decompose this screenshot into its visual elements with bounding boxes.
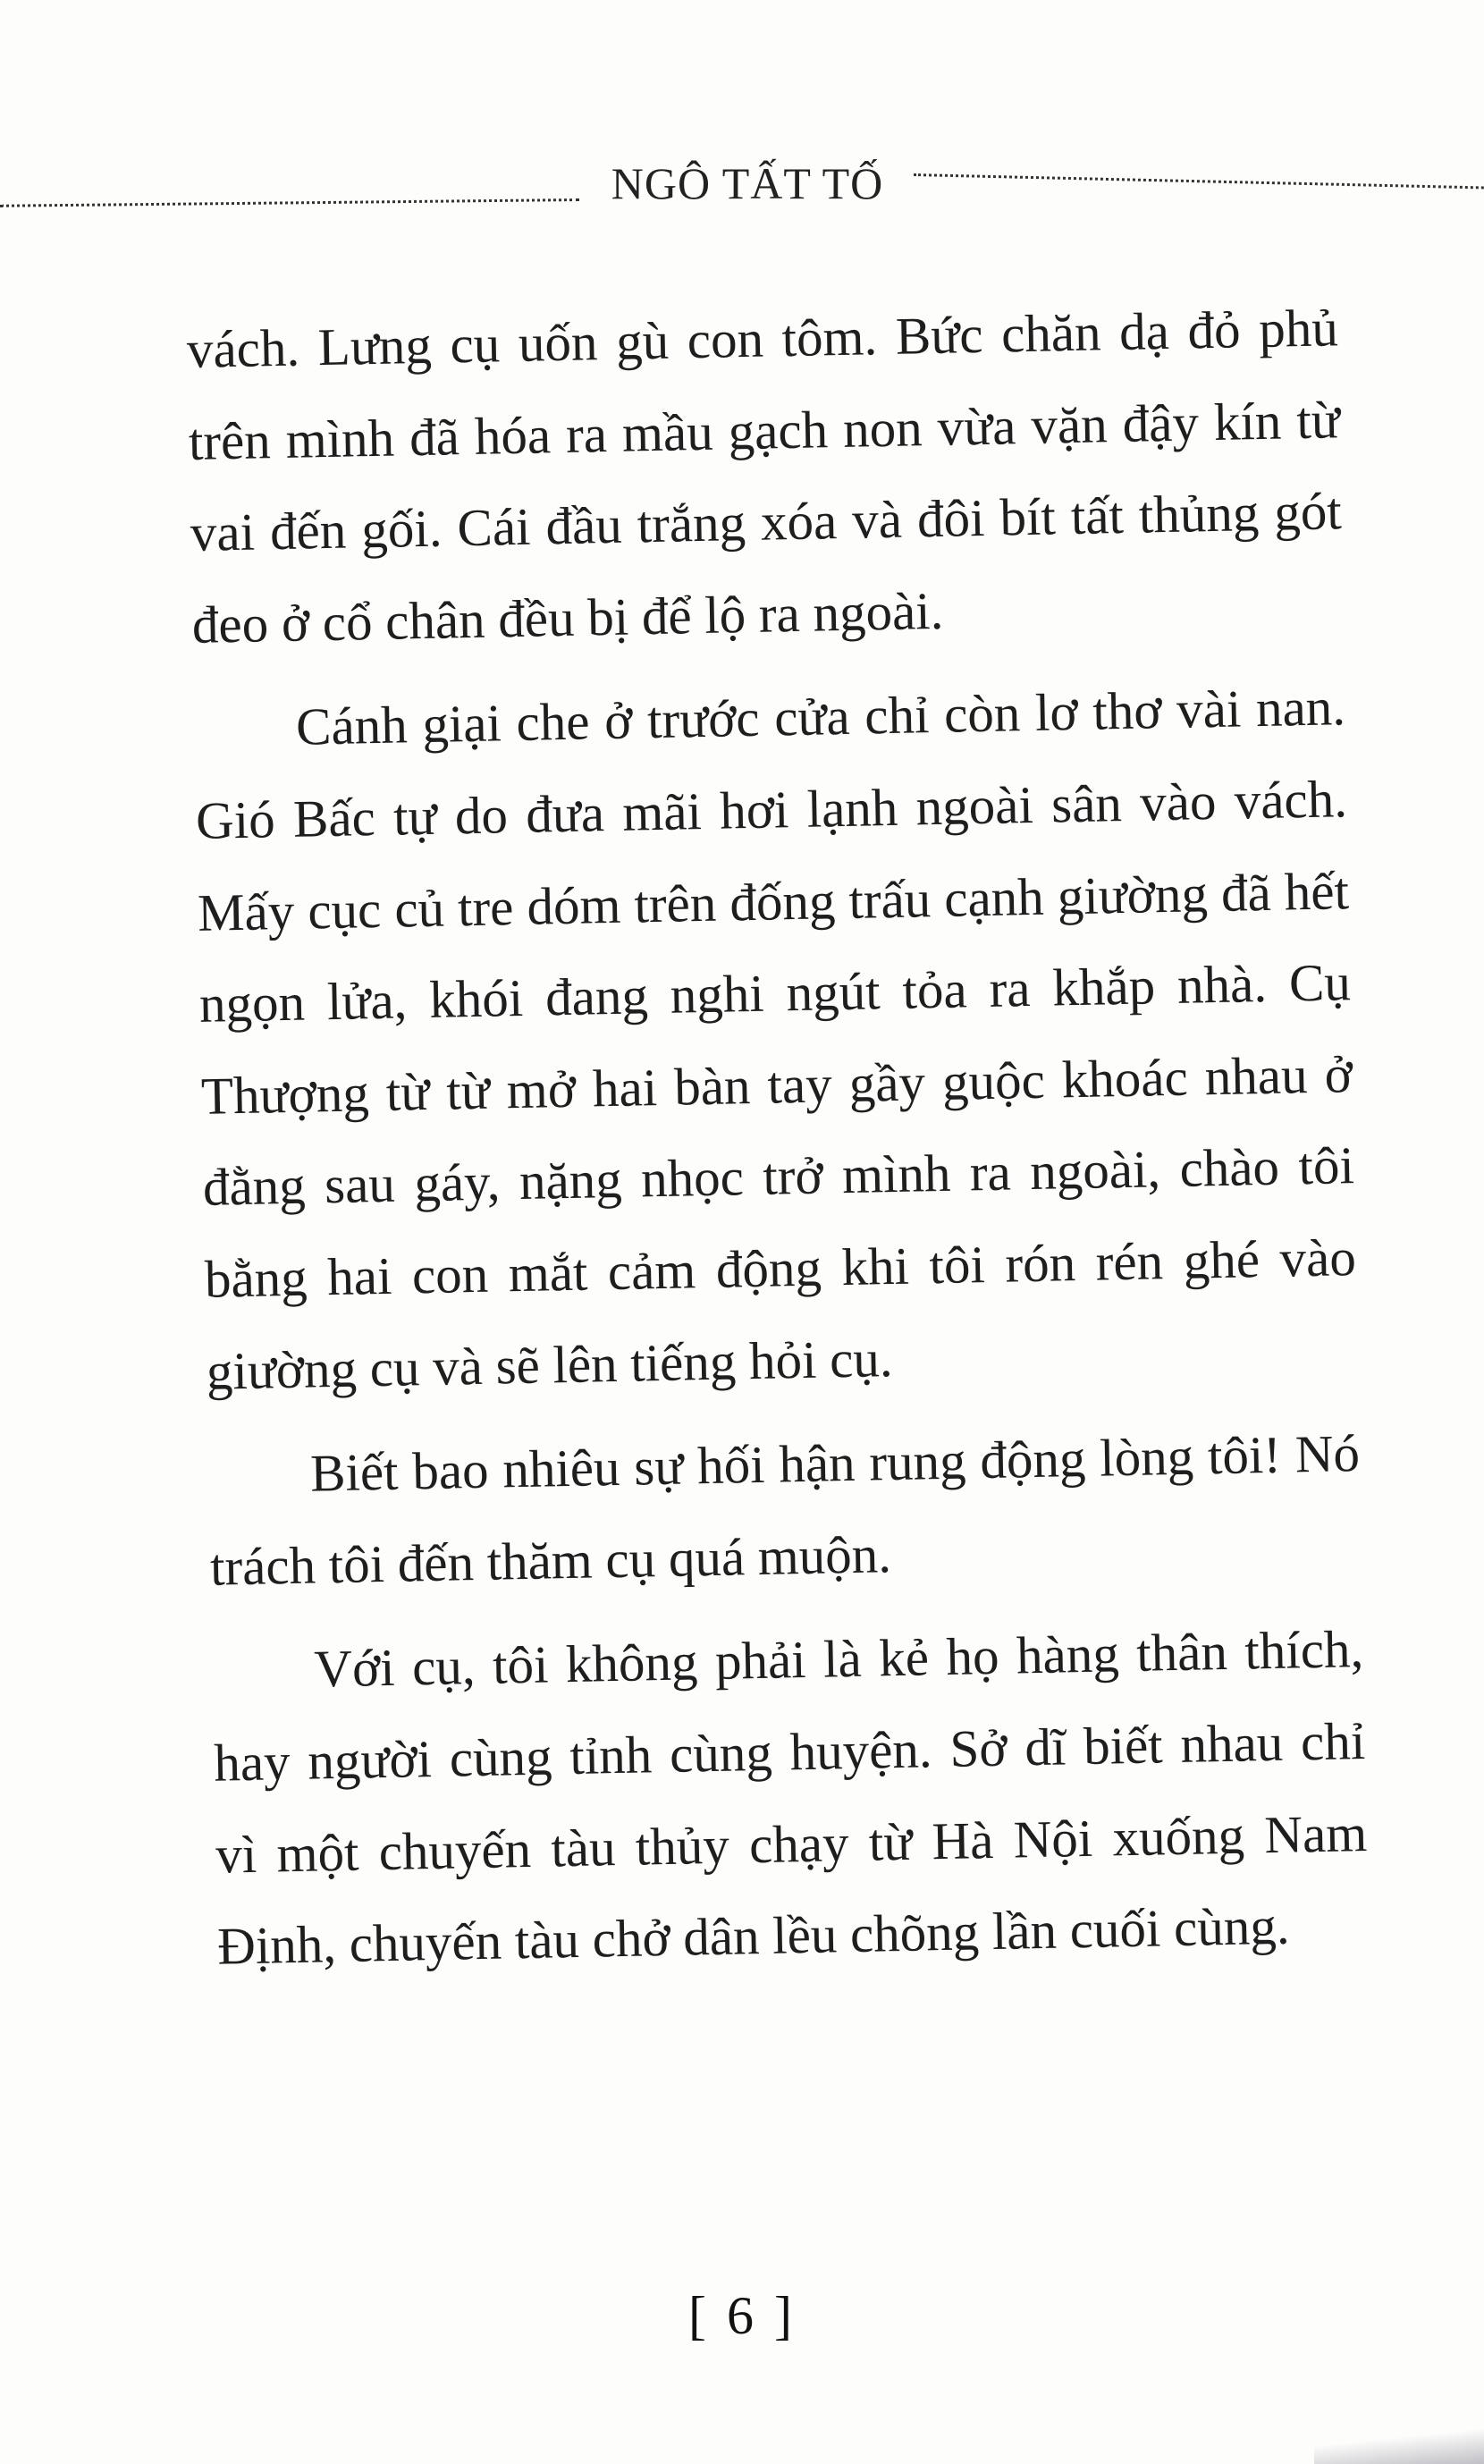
running-header xyxy=(0,152,1484,224)
paragraph-1: vách. Lưng cụ uốn gù con tôm. Bức chăn dạ đỏ phủ trên mình đã hóa ra mầu gạch non vừa vặn đậy kín từ vai đến gối. Cái đầu trắng xóa và đôi bít tất thủng gót đeo ở cổ chân đều bị để lộ ra ngoài. xyxy=(186,298,1343,654)
paragraph-2: Cánh giại che ở trước cửa chỉ còn lơ thơ vài nan. Gió Bấc tự do đưa mãi hơi lạnh ngoài sân vào vách. Mấy cục củ tre dóm trên đống trấu cạnh giường đã hết ngọn lửa, khói đang nghi ngút tỏa ra khắp nhà. Cụ Thượng từ từ mở hai bàn tay gầy guộc khoác nhau ở đằng sau gáy, nặng nhọc trở mình ra ngoài, chào tôi bằng hai con mắt cảm động khi tôi rón rén ghé vào giường cụ và sẽ lên tiếng hỏi cụ. xyxy=(195,677,1357,1401)
page-number: [ 6 ] xyxy=(688,2286,796,2345)
header-dotted-rule-right xyxy=(914,173,1484,189)
header-author-name: NGÔ TẤT TỐ xyxy=(611,158,884,208)
page-corner-shadow xyxy=(1314,2428,1484,2464)
paragraph-3: Biết bao nhiêu sự hối hận rung động lòng tôi! Nó trách tôi đến thăm cụ quá muộn. xyxy=(209,1423,1361,1597)
body-text xyxy=(186,282,1370,2004)
paragraph-4: Với cụ, tôi không phải là kẻ họ hàng thân thích, hay người cùng tỉnh cùng huyện. Sở dĩ biết nhau chỉ vì một chuyến tàu thủy chạy từ Hà Nội xuống Nam Định, chuyến tàu chở dân lều chõng lần cuối cùng. xyxy=(213,1619,1368,1976)
header-dotted-rule-left xyxy=(0,198,579,207)
